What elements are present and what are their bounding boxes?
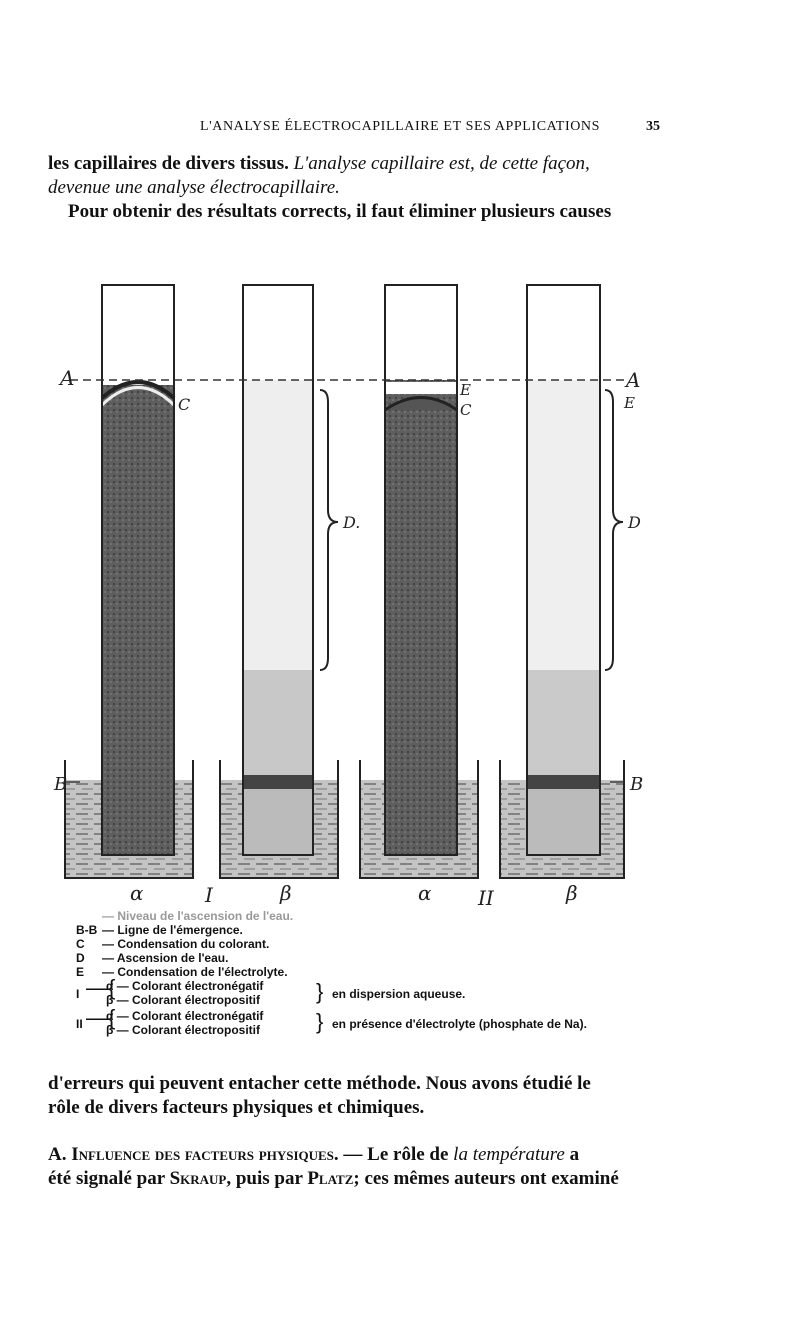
brace-d-2 — [605, 390, 623, 670]
legend-group-2: II —{ α — Colorant électronégatif β — Colorant électropositif } en présence d'électrolyte (phosphate de Na). — [76, 1005, 587, 1037]
label-b-right: B — [630, 774, 644, 795]
label-b-left: B — [54, 774, 68, 795]
paper-strip-2 — [243, 285, 313, 855]
paper-strip-1 — [102, 285, 174, 855]
brace-d-1 — [320, 390, 338, 670]
section-a-heading: Influence des facteurs physiques. — [71, 1144, 339, 1165]
intro-line-2: devenue une analyse électrocapillaire. — [48, 177, 340, 198]
label-beta-group-1: β — [280, 881, 292, 905]
label-c-strip-1: C — [178, 395, 191, 414]
legend-row-d: D — Ascension de l'eau. — [76, 951, 229, 965]
intro-line-1: les capillaires de divers tissus. L'analyse capillaire est, de cette façon, — [48, 153, 590, 174]
section-a-line: A. Influence des facteurs physiques. — Le rôle de la température a — [48, 1144, 580, 1165]
author-skraup: Skraup — [169, 1168, 227, 1189]
body-line-2: rôle de divers facteurs physiques et chimiques. — [48, 1097, 425, 1118]
legend-brace-right: } — [316, 979, 324, 1004]
label-alpha-group-2: α — [418, 881, 432, 905]
capillary-figure — [40, 270, 690, 910]
label-group-ii: II — [478, 886, 494, 910]
paper-strip-3 — [385, 285, 457, 855]
label-e-strip-3: E — [460, 381, 471, 399]
page-number: 35 — [646, 119, 660, 134]
intro-paragraph — [48, 152, 666, 224]
label-a-right: A — [626, 368, 641, 392]
label-e-strip-4: E — [624, 394, 635, 412]
body-line-1: d'erreurs qui peuvent entacher cette méthode. Nous avons étudié le — [48, 1073, 591, 1094]
figure-legend — [70, 909, 670, 1039]
legend-row-bb: B-B — Ligne de l'émergence. — [76, 923, 243, 937]
label-beta-group-2: β — [566, 881, 578, 905]
label-alpha-group-1: α — [130, 881, 144, 905]
label-a-left: A — [60, 366, 75, 390]
label-c-strip-3: C — [460, 401, 472, 419]
intro-line-3: Pour obtenir des résultats corrects, il faut éliminer plusieurs causes — [68, 201, 612, 222]
legend-group-1: I —{ α — Colorant électronégatif β — Colorant électropositif } en dispersion aqueuse. — [76, 975, 466, 1007]
label-d-strip-4: D — [628, 513, 641, 532]
author-platz: Platz — [307, 1168, 354, 1189]
legend-brace-left: —{ — [86, 975, 116, 1000]
legend-row-c: C — Condensation du colorant. — [76, 937, 270, 951]
label-d-strip-2: D. — [343, 513, 361, 532]
legend-brace-left: —{ — [86, 1005, 116, 1030]
legend-row-e: E — Condensation de l'électrolyte. — [76, 965, 288, 979]
legend-brace-right: } — [316, 1009, 324, 1034]
running-title: L'ANALYSE ÉLECTROCAPILLAIRE ET SES APPLICATIONS — [199, 119, 601, 134]
section-a-line-2: été signalé par Skraup, puis par Platz; ces mêmes auteurs ont examiné — [48, 1168, 619, 1189]
section-a-paragraph — [48, 1143, 688, 1191]
paper-strip-4 — [527, 285, 600, 855]
body-paragraph — [48, 1072, 688, 1120]
running-head — [0, 119, 800, 139]
label-group-i: I — [205, 883, 213, 907]
capillary-figure-drawing — [40, 270, 690, 910]
legend-row-cut: — Niveau de l'ascension de l'eau. — [102, 909, 294, 923]
